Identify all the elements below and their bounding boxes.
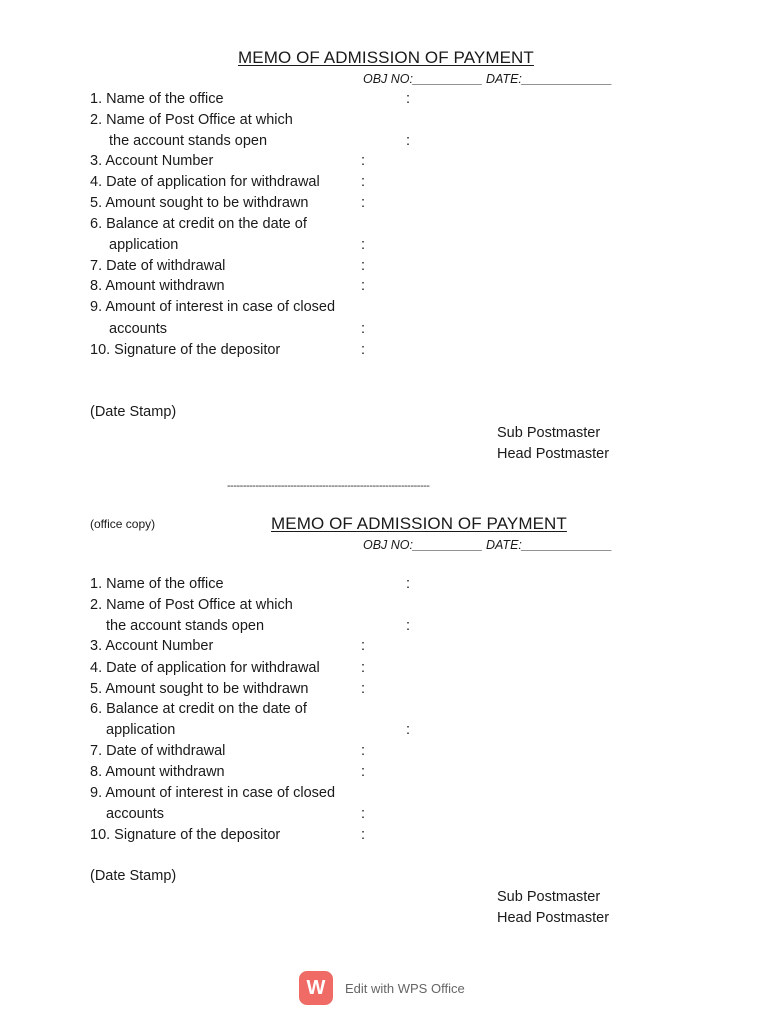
office-copy-label: (office copy) (90, 517, 156, 531)
wps-edit-text: Edit with WPS Office (345, 980, 465, 996)
colon: : (361, 764, 366, 780)
field-withdrawal-date: 7. Date of withdrawal (90, 258, 226, 274)
colon: : (361, 743, 366, 759)
field-application-date: 4. Date of application for withdrawal (90, 660, 320, 676)
field-office-name: 1. Name of the office (90, 576, 224, 592)
field-amount-sought: 5. Amount sought to be withdrawn (90, 681, 309, 697)
field-post-office: 2. Name of Post Office at which (90, 597, 293, 613)
head-postmaster: Head Postmaster (497, 910, 610, 926)
colon: : (361, 258, 366, 274)
field-interest: 9. Amount of interest in case of closed (90, 785, 336, 801)
field-account-number: 3. Account Number (90, 153, 214, 169)
field-interest-cont: accounts (106, 806, 165, 822)
field-withdrawal-date: 7. Date of withdrawal (90, 743, 226, 759)
colon: : (361, 174, 366, 190)
sub-postmaster: Sub Postmaster (497, 889, 601, 905)
field-post-office-cont: the account stands open (109, 133, 268, 149)
field-post-office-cont: the account stands open (106, 618, 265, 634)
separator-line: ---------------------------------------------------------------- (227, 480, 430, 492)
colon: : (361, 827, 366, 843)
wps-edit-link[interactable] (299, 971, 465, 1005)
colon: : (361, 278, 366, 294)
colon: : (406, 133, 411, 149)
field-amount-withdrawn: 8. Amount withdrawn (90, 764, 225, 780)
colon: : (361, 681, 366, 697)
colon: : (361, 237, 366, 253)
colon: : (361, 660, 366, 676)
wps-logo-icon: W (299, 971, 333, 1005)
field-amount-withdrawn: 8. Amount withdrawn (90, 278, 225, 294)
obj-date-line: OBJ NO:__________ DATE:_____________ (363, 72, 613, 86)
memo-title: MEMO OF ADMISSION OF PAYMENT (271, 514, 567, 533)
field-account-number: 3. Account Number (90, 638, 214, 654)
date-stamp: (Date Stamp) (90, 868, 177, 884)
colon: : (361, 321, 366, 337)
date-stamp: (Date Stamp) (90, 404, 177, 420)
field-interest-cont: accounts (109, 321, 168, 337)
field-signature: 10. Signature of the depositor (90, 342, 281, 358)
field-signature: 10. Signature of the depositor (90, 827, 281, 843)
field-post-office: 2. Name of Post Office at which (90, 112, 293, 128)
obj-date-line: OBJ NO:__________ DATE:_____________ (363, 538, 613, 552)
memo-title: MEMO OF ADMISSION OF PAYMENT (238, 48, 534, 67)
field-balance-cont: application (109, 237, 179, 253)
field-interest: 9. Amount of interest in case of closed (90, 299, 336, 315)
field-balance-cont: application (106, 722, 176, 738)
colon: : (361, 638, 366, 654)
field-office-name: 1. Name of the office (90, 91, 224, 107)
colon: : (406, 618, 411, 634)
colon: : (361, 806, 366, 822)
colon: : (406, 722, 411, 738)
colon: : (361, 342, 366, 358)
field-application-date: 4. Date of application for withdrawal (90, 174, 320, 190)
colon: : (361, 195, 366, 211)
colon: : (406, 91, 411, 107)
field-balance: 6. Balance at credit on the date of (90, 216, 307, 232)
field-balance: 6. Balance at credit on the date of (90, 701, 307, 717)
sub-postmaster: Sub Postmaster (497, 425, 601, 441)
head-postmaster: Head Postmaster (497, 446, 610, 462)
colon: : (361, 153, 366, 169)
colon: : (406, 576, 411, 592)
field-amount-sought: 5. Amount sought to be withdrawn (90, 195, 309, 211)
